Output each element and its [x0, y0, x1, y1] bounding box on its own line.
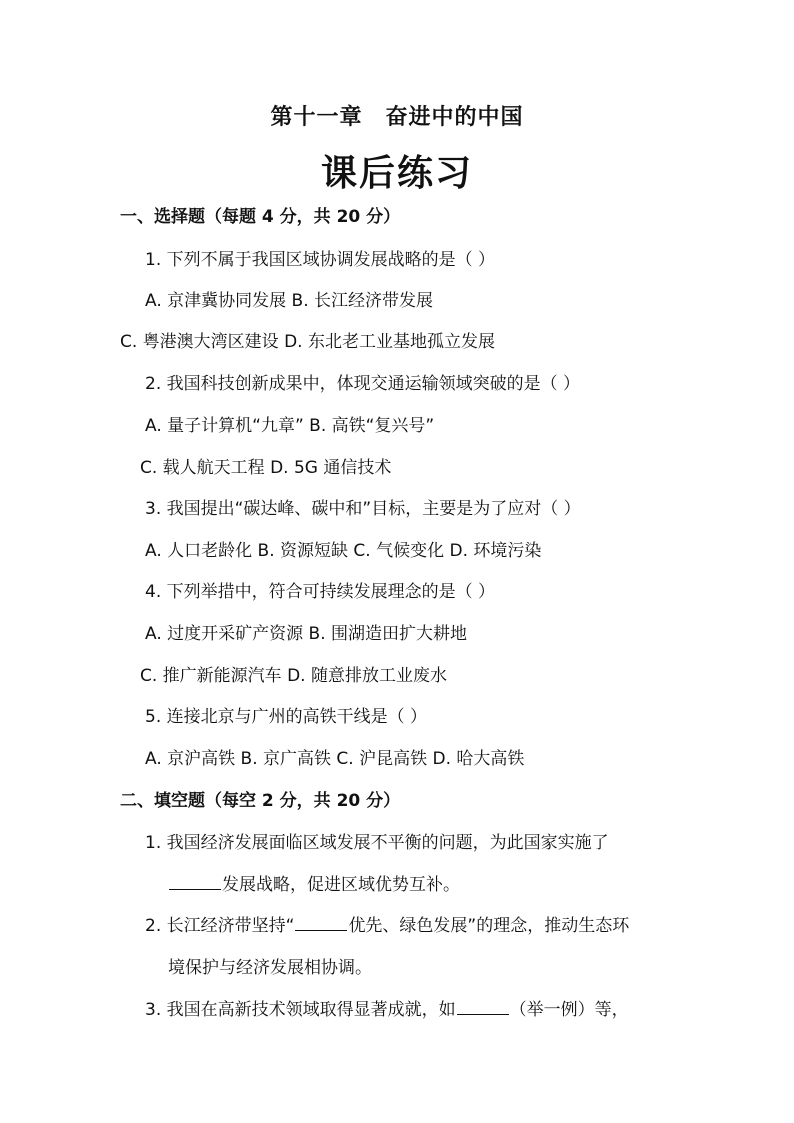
fill-q1-line1: 1. 我国经济发展面临区域发展不平衡的问题，为此国家实施了 — [145, 833, 609, 853]
fill-q2-line1 — [145, 914, 629, 938]
page-title: 课后练习 — [320, 153, 473, 194]
choice-q3-stem: 3. 我国提出“碳达峰、碳中和”目标，主要是为了应对（ ） — [145, 499, 581, 519]
choice-q4-options-2: C. 推广新能源汽车 D. 随意排放工业废水 — [140, 666, 447, 686]
answer-blank[interactable] — [457, 998, 509, 1015]
choice-q2-stem: 2. 我国科技创新成果中，体现交通运输领域突破的是（ ） — [145, 374, 581, 394]
choice-q2-options-2: C. 载人航天工程 D. 5G 通信技术 — [140, 458, 392, 478]
choice-q2-options-1: A. 量子计算机“九章” B. 高铁“复兴号” — [145, 416, 435, 436]
fill-q3-text-after: （举一例）等， — [509, 1000, 629, 1020]
section-heading-choice: 一、选择题（每题 4 分，共 20 分） — [120, 207, 401, 227]
choice-q5-options-1: A. 京沪高铁 B. 京广高铁 C. 沪昆高铁 D. 哈大高铁 — [145, 749, 525, 769]
choice-q5-stem: 5. 连接北京与广州的高铁干线是（ ） — [145, 707, 428, 727]
fill-q2-line2: 境保护与经济发展相协调。 — [168, 958, 372, 978]
choice-q1-options-2: C. 粤港澳大湾区建设 D. 东北老工业基地孤立发展 — [120, 332, 495, 352]
choice-q4-stem: 4. 下列举措中，符合可持续发展理念的是（ ） — [145, 582, 496, 602]
section-heading-fill: 二、填空题（每空 2 分，共 20 分） — [120, 791, 401, 811]
chapter-heading: 第十一章 奋进中的中国 — [270, 105, 524, 130]
choice-q4-options-1: A. 过度开采矿产资源 B. 围湖造田扩大耕地 — [145, 624, 468, 644]
fill-q1-line2 — [168, 873, 460, 897]
answer-blank[interactable] — [295, 914, 347, 931]
fill-q3-text-before: 3. 我国在高新技术领域取得显著成就，如 — [145, 1000, 456, 1020]
choice-q1-options-1: A. 京津冀协同发展 B. 长江经济带发展 — [145, 291, 434, 311]
fill-q1-text: 发展战略，促进区域优势互补。 — [222, 875, 460, 895]
answer-blank[interactable] — [169, 873, 221, 890]
choice-q3-options-1: A. 人口老龄化 B. 资源短缺 C. 气候变化 D. 环境污染 — [145, 541, 542, 561]
fill-q2-text-after: 优先、绿色发展”的理念，推动生态环 — [348, 916, 630, 936]
fill-q2-text-before: 2. 长江经济带坚持“ — [145, 916, 295, 936]
fill-q3-line1 — [145, 998, 629, 1022]
choice-q1-stem: 1. 下列不属于我国区域协调发展战略的是（ ） — [145, 250, 496, 270]
